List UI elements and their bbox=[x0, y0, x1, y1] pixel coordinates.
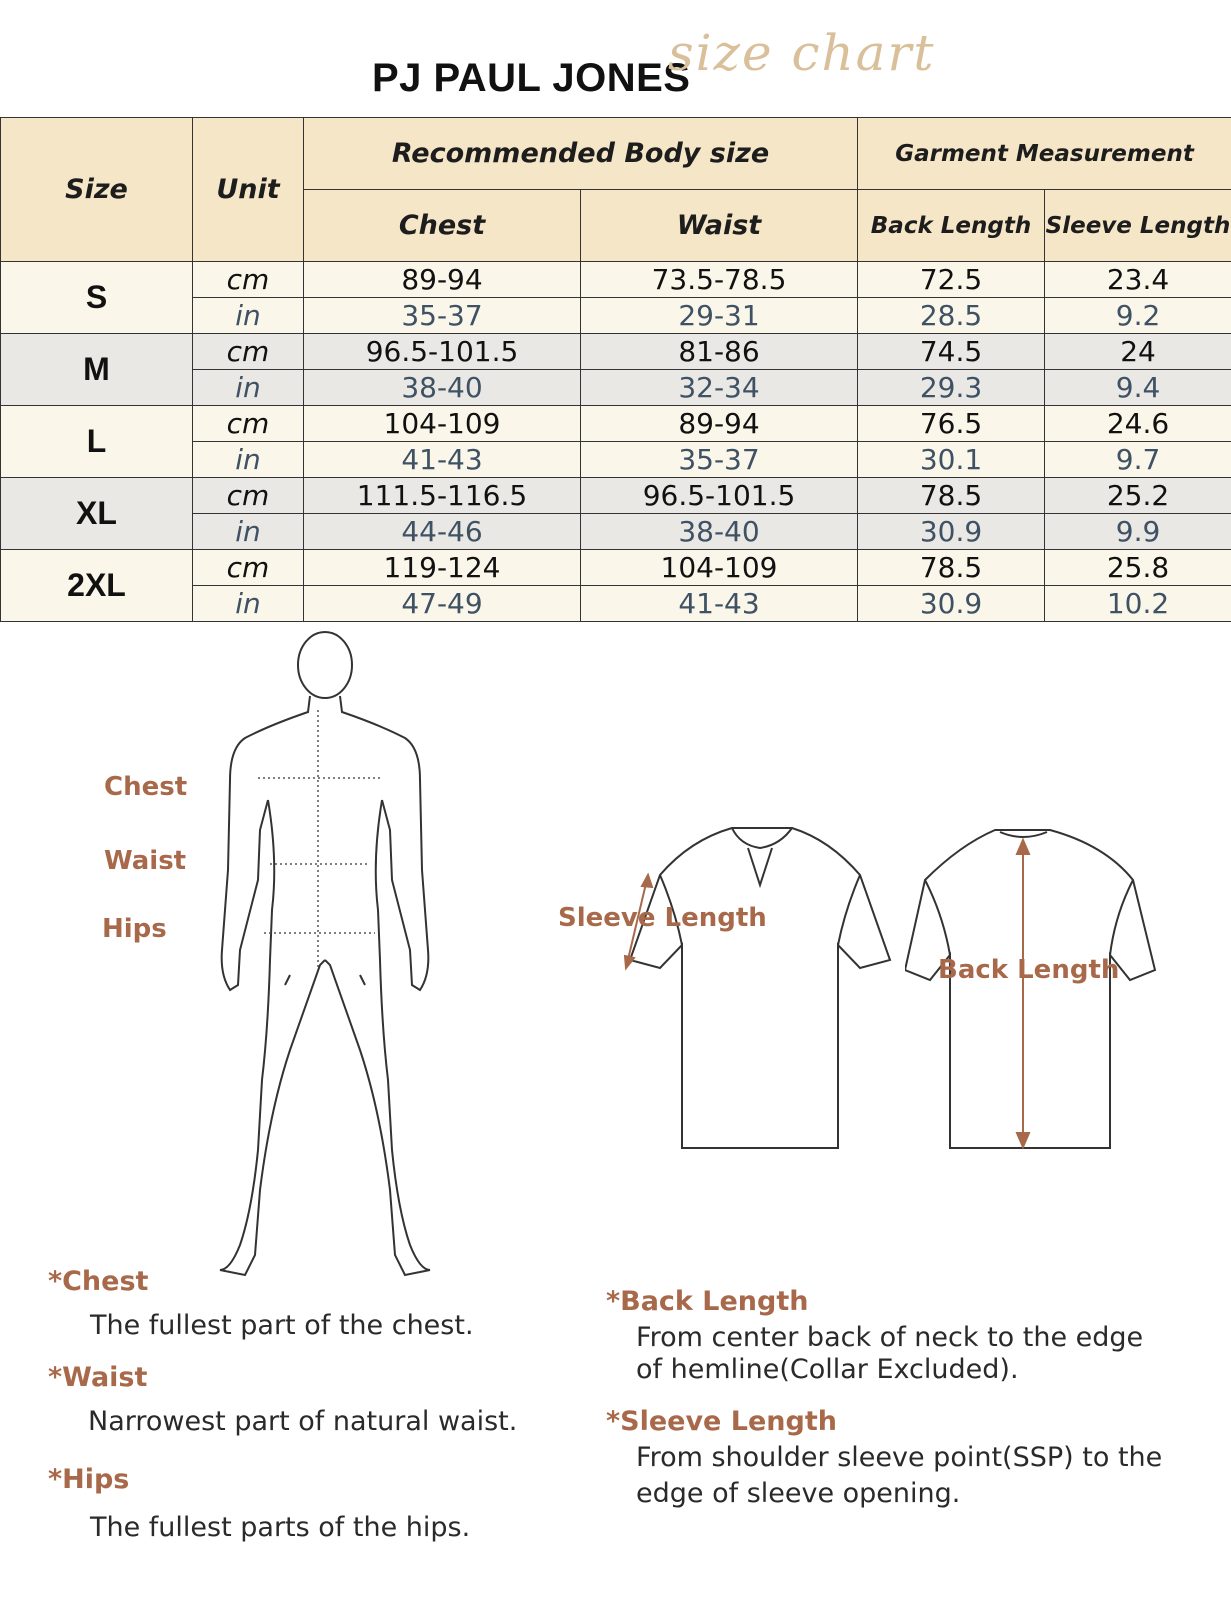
sleeve-cm: 24 bbox=[1045, 334, 1231, 370]
unit-cm: cm bbox=[193, 406, 304, 442]
body-label-waist: Waist bbox=[104, 846, 187, 876]
size-label: M bbox=[1, 334, 193, 406]
chest-in: 35-37 bbox=[304, 298, 581, 334]
note-back-text-1: From center back of neck to the edge bbox=[636, 1322, 1144, 1353]
sleeve-cm: 24.6 bbox=[1045, 406, 1231, 442]
chest-cm: 119-124 bbox=[304, 550, 581, 586]
unit-in: in bbox=[193, 298, 304, 334]
size-label: 2XL bbox=[1, 550, 193, 622]
chest-cm: 96.5-101.5 bbox=[304, 334, 581, 370]
sleeve-in: 10.2 bbox=[1045, 586, 1231, 622]
header-back-length: Back Length bbox=[858, 190, 1045, 262]
unit-cm: cm bbox=[193, 478, 304, 514]
size-label: XL bbox=[1, 478, 193, 550]
waist-in: 32-34 bbox=[581, 370, 858, 406]
waist-cm: 73.5-78.5 bbox=[581, 262, 858, 298]
unit-cm: cm bbox=[193, 334, 304, 370]
unit-in: in bbox=[193, 514, 304, 550]
sleeve-cm: 25.8 bbox=[1045, 550, 1231, 586]
waist-cm: 96.5-101.5 bbox=[581, 478, 858, 514]
waist-in: 29-31 bbox=[581, 298, 858, 334]
sleeve-cm: 25.2 bbox=[1045, 478, 1231, 514]
shirt-front-icon bbox=[620, 820, 900, 1160]
sleeve-in: 9.2 bbox=[1045, 298, 1231, 334]
sleeve-cm: 23.4 bbox=[1045, 262, 1231, 298]
back-cm: 78.5 bbox=[858, 550, 1045, 586]
size-label: S bbox=[1, 262, 193, 334]
chest-cm: 111.5-116.5 bbox=[304, 478, 581, 514]
waist-cm: 81-86 bbox=[581, 334, 858, 370]
chest-in: 47-49 bbox=[304, 586, 581, 622]
chest-in: 44-46 bbox=[304, 514, 581, 550]
back-cm: 78.5 bbox=[858, 478, 1045, 514]
unit-in: in bbox=[193, 586, 304, 622]
note-sleeve-text-1: From shoulder sleeve point(SSP) to the bbox=[636, 1442, 1163, 1473]
back-cm: 76.5 bbox=[858, 406, 1045, 442]
back-in: 28.5 bbox=[858, 298, 1045, 334]
sleeve-in: 9.4 bbox=[1045, 370, 1231, 406]
body-label-hips: Hips bbox=[102, 914, 167, 944]
header-sleeve-length: Sleeve Length bbox=[1045, 190, 1231, 262]
chest-cm: 104-109 bbox=[304, 406, 581, 442]
note-chest-heading: *Chest bbox=[48, 1266, 149, 1297]
back-length-label: Back Length bbox=[938, 955, 1120, 985]
waist-in: 35-37 bbox=[581, 442, 858, 478]
header-waist: Waist bbox=[581, 190, 858, 262]
header-unit: Unit bbox=[193, 118, 304, 262]
header-garment-measurement: Garment Measurement bbox=[858, 118, 1231, 190]
header-size: Size bbox=[1, 118, 193, 262]
back-in: 30.1 bbox=[858, 442, 1045, 478]
note-chest-text: The fullest part of the chest. bbox=[90, 1310, 474, 1341]
table-row bbox=[1, 406, 1231, 442]
note-sleeve-text-2: edge of sleeve opening. bbox=[636, 1478, 961, 1509]
unit-cm: cm bbox=[193, 550, 304, 586]
size-table bbox=[0, 117, 1231, 622]
waist-in: 38-40 bbox=[581, 514, 858, 550]
brand-name: PJ PAUL JONES bbox=[372, 56, 691, 100]
header-recommended-body-size: Recommended Body size bbox=[304, 118, 858, 190]
sleeve-in: 9.7 bbox=[1045, 442, 1231, 478]
waist-in: 41-43 bbox=[581, 586, 858, 622]
note-hips-text: The fullest parts of the hips. bbox=[90, 1512, 471, 1543]
back-in: 30.9 bbox=[858, 514, 1045, 550]
body-label-chest: Chest bbox=[104, 772, 188, 802]
note-back-heading: *Back Length bbox=[606, 1286, 809, 1317]
note-waist-text: Narrowest part of natural waist. bbox=[88, 1406, 518, 1437]
waist-cm: 89-94 bbox=[581, 406, 858, 442]
sleeve-length-label: Sleeve Length bbox=[558, 903, 767, 933]
unit-cm: cm bbox=[193, 262, 304, 298]
body-figure-icon bbox=[200, 630, 440, 1290]
chest-in: 41-43 bbox=[304, 442, 581, 478]
table-row bbox=[1, 334, 1231, 370]
table-row bbox=[1, 550, 1231, 586]
note-waist-heading: *Waist bbox=[48, 1362, 148, 1393]
back-cm: 74.5 bbox=[858, 334, 1045, 370]
size-chart-script: size chart bbox=[668, 24, 936, 82]
size-label: L bbox=[1, 406, 193, 478]
note-hips-heading: *Hips bbox=[48, 1464, 130, 1495]
note-sleeve-heading: *Sleeve Length bbox=[606, 1406, 837, 1437]
chest-cm: 89-94 bbox=[304, 262, 581, 298]
back-in: 29.3 bbox=[858, 370, 1045, 406]
table-row bbox=[1, 262, 1231, 298]
table-row bbox=[1, 478, 1231, 514]
waist-cm: 104-109 bbox=[581, 550, 858, 586]
note-back-text-2: of hemline(Collar Excluded). bbox=[636, 1354, 1019, 1385]
unit-in: in bbox=[193, 442, 304, 478]
title-block bbox=[0, 20, 1231, 120]
shirt-back-icon bbox=[905, 820, 1180, 1160]
chest-in: 38-40 bbox=[304, 370, 581, 406]
sleeve-in: 9.9 bbox=[1045, 514, 1231, 550]
header-chest: Chest bbox=[304, 190, 581, 262]
back-cm: 72.5 bbox=[858, 262, 1045, 298]
unit-in: in bbox=[193, 370, 304, 406]
back-in: 30.9 bbox=[858, 586, 1045, 622]
